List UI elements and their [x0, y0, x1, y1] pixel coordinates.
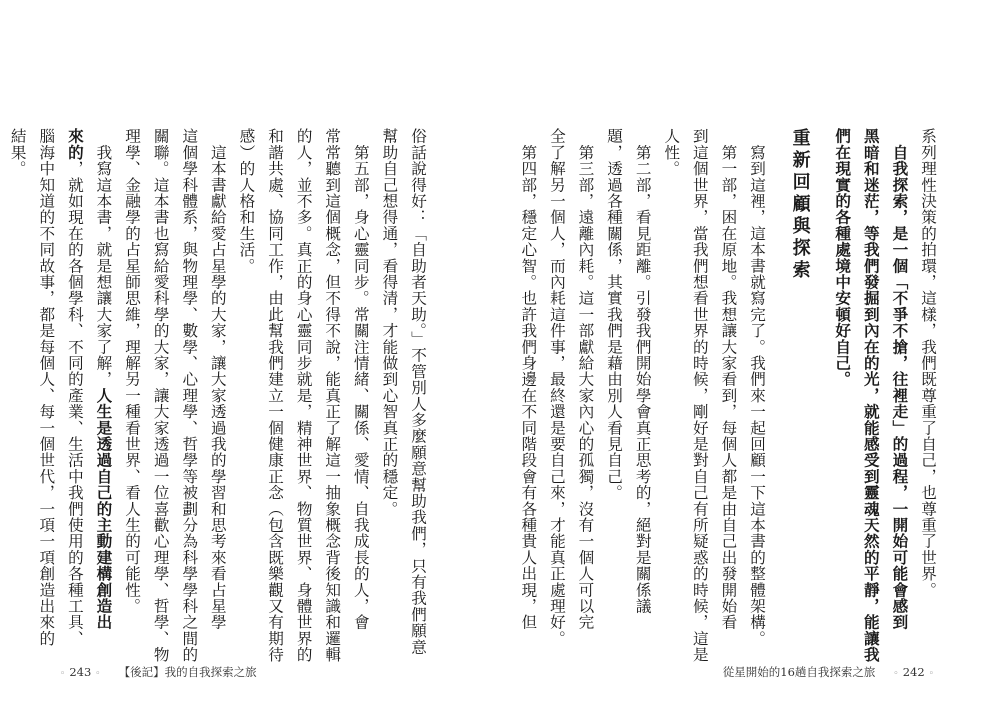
running-title: 【後記】我的自我探索之旅 — [118, 665, 257, 679]
text-line — [571, 128, 600, 648]
folio-dot-icon: ◦ — [928, 669, 934, 679]
bold-text-segment: 黑暗和迷茫，等我們發掘到內在的光，就能感受到靈魂天然的平靜，能讓我 — [861, 128, 880, 663]
text-line — [714, 128, 743, 648]
page-number: 242 — [902, 665, 925, 679]
text-line — [628, 128, 657, 648]
text-segment: 的人，並不多。真正的身心靈同步就是，精神世界、物質世界、身體世界的 — [294, 128, 313, 663]
section-heading: 重新回顧與探索 — [789, 128, 811, 282]
text-line — [828, 128, 857, 648]
text-line — [542, 128, 571, 648]
text-line — [0, 128, 3, 648]
text-segment: 全了解另一個人，而內耗這件事，最終還是要自己來，才能真正處理好。 — [547, 128, 566, 647]
text-segment: 第四部，穩定心智。也許我們身邊在不同階段會有各種貴人出現，但 — [519, 128, 538, 631]
text-segment: 常常聽到這個概念，但不得不說，能真正了解這一抽象概念背後知識和邏輯 — [323, 128, 342, 663]
text-segment: 這個學科體系，與物理學、數學、心理學、哲學等被劃分為科學學科之間的 — [180, 128, 199, 663]
bold-text-segment: 自我探索，是一個「不爭不搶，往裡走」的過程，一開始可能會感到 — [890, 144, 909, 631]
folio-dot-icon: ◦ — [60, 669, 66, 679]
folio-dot-icon: ◦ — [95, 669, 101, 679]
bold-text-segment: 來的 — [65, 128, 84, 161]
text-segment: 關聯。這本書也寫給愛科學的大家，讓大家透過一位喜歡心理學、哲學、物 — [151, 128, 170, 663]
page-number: 243 — [69, 665, 92, 679]
text-line — [146, 128, 175, 663]
text-segment: 俗話說得好：「自助者天助。」不管別人多麼願意幫助我們，只有我們願意 — [409, 128, 427, 655]
text-line — [913, 128, 942, 648]
text-line — [203, 128, 232, 648]
text-segment: 理學、金融學的占星師思維，理解另一種看世界、看人生的可能性。 — [123, 128, 142, 614]
text-line — [856, 128, 885, 663]
text-line — [175, 128, 204, 663]
folio-dot-icon: ◦ — [893, 669, 899, 679]
text-segment: 和諧共處、協同工作，由此幫我們建立一個健康正念（包含既樂觀又有期待 — [266, 128, 285, 663]
text-line — [657, 128, 686, 648]
text-segment: 第一部，困在原地。我想讓大家看到，每個人都是由自己出發開始看 — [719, 128, 738, 631]
text-line — [260, 128, 289, 663]
text-line — [289, 128, 318, 663]
right-page — [500, 0, 1000, 710]
text-segment: ，就如現在的各個學科、不同的產業、生活中我們使用的各種工具、 — [65, 160, 84, 647]
text-segment: 第三部，遠離內耗。這一部獻給大家內心的孤獨，沒有一個人可以完 — [576, 128, 595, 631]
text-segment: 人性。 — [662, 128, 681, 177]
text-segment: 我寫這本書，就是想讓大家了解， — [94, 128, 113, 388]
text-segment: 題，透過各種關係，其實我們是藉由別人看見自己。 — [605, 128, 624, 501]
text-line — [60, 128, 89, 648]
text-segment: 感）的人格和生活。 — [237, 128, 256, 274]
text-segment: 幫助自己想得通，看得清，才能做到心智真正的穩定。 — [380, 128, 399, 517]
text-line — [885, 128, 914, 648]
text-line — [403, 128, 432, 655]
bold-text-segment: 人生是透過自己的主動建構創造出 — [94, 387, 113, 631]
text-line — [599, 128, 628, 648]
text-segment: 寫到這裡，這本書就寫完了。我們來一起回顧一下這本書的整體架構。 — [748, 128, 767, 647]
left-page-folio — [56, 664, 257, 680]
text-segment: 第二部，看見距離。引發我們開始學會真正思考的，絕對是關係議 — [633, 128, 652, 614]
text-line — [32, 128, 61, 648]
text-segment: 到這個世界，當我們想看世界的時候，剛好是對自己有所疑惑的時候，這是 — [690, 128, 709, 663]
bold-text-segment: 們在現實的各種處境中安頓好自己。 — [833, 128, 852, 388]
text-line — [346, 128, 375, 648]
text-line — [514, 128, 543, 648]
text-line — [117, 128, 146, 648]
left-page-body — [8, 128, 432, 663]
text-segment: 這本書獻給愛占星學的大家，讓大家透過我的學習和思考來看占星學 — [208, 128, 227, 631]
text-line — [685, 128, 714, 663]
text-line — [3, 128, 32, 648]
text-line — [375, 128, 404, 648]
text-line — [89, 128, 118, 648]
text-segment: 腦海中知道的不同故事，都是每個人、每一個世代，一項一項創造出來的 — [37, 128, 56, 647]
right-page-body — [519, 128, 942, 663]
text-segment: 第五部，身心靈同步。常關注情緒、關係、愛情、自我成長的人，會 — [351, 128, 370, 631]
text-line — [742, 128, 771, 648]
running-title: 從星開始的16趟自我探索之旅 — [722, 665, 876, 679]
text-segment: 結果。 — [8, 128, 27, 177]
text-segment — [890, 128, 908, 144]
text-line — [232, 128, 261, 648]
right-page-folio — [723, 664, 938, 680]
text-segment: 系列理性決策的拍環，這樣，我們既尊重了自己，也尊重了世界。 — [919, 128, 937, 598]
text-line — [318, 128, 347, 663]
